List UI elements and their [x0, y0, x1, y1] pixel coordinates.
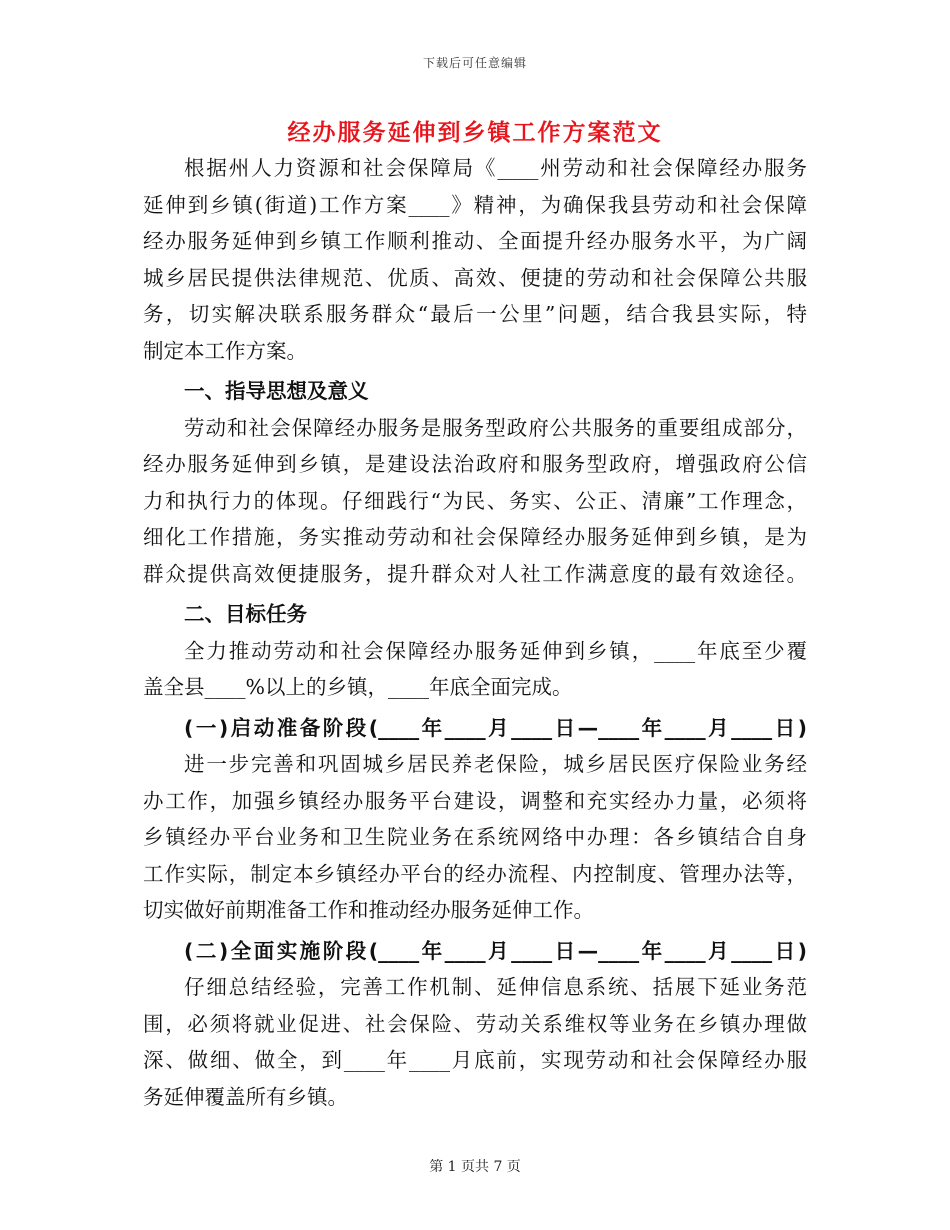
paragraph-line: 务延伸覆盖所有乡镇。	[143, 1084, 348, 1109]
paragraph-line: 切实做好前期准备工作和推动经办服务延伸工作。	[143, 898, 594, 922]
paragraph-line: 进一步完善和巩固城乡居民养老保险，城乡居民医疗保险业务经	[184, 752, 807, 776]
paragraph-line: 仔细总结经验，完善工作机制、延伸信息系统、括展下延业务范	[184, 975, 807, 999]
paragraph-line: 乡镇经办平台业务和卫生院业务在系统网络中办理：各乡镇结合自身	[143, 825, 807, 849]
paragraph-line: 办工作，加强乡镇经办服务平台建设，调整和充实经办力量，必须将	[143, 788, 807, 813]
paragraph-line: 根据州人力资源和社会保障局《____州劳动和社会保障经办服务	[184, 156, 807, 180]
paragraph-line: 围，必须将就业促进、社会保险、劳动关系维权等业务在乡镇办理做	[143, 1011, 807, 1036]
paragraph-line: 延伸到乡镇(街道)工作方案____》精神，为确保我县劳动和社会保障	[143, 192, 807, 217]
section-heading: (二)全面实施阶段(____年____月____日—____年____月____日)	[184, 938, 807, 963]
paragraph-line: 细化工作措施，务实推动劳动和社会保障经办服务延伸到乡镇，是为	[143, 525, 807, 549]
paragraph-line: 经办服务延伸到乡镇工作顺利推动、全面提升经办服务水平，为广阔	[143, 229, 807, 253]
paragraph-line: 群众提供高效便捷服务，提升群众对人社工作满意度的最有效途径。	[143, 561, 807, 586]
paragraph-line: 盖全县____%以上的乡镇，____年底全面完成。	[143, 675, 573, 699]
paragraph-line: 劳动和社会保障经办服务是服务型政府公共服务的重要组成部分，	[184, 415, 807, 440]
paragraph-line: 城乡居民提供法律规范、优质、高效、便捷的劳动和社会保障公共服	[143, 265, 807, 290]
page-footer: 第 1 页共 7 页	[429, 1159, 521, 1175]
paragraph-line: 制定本工作方案。	[143, 338, 307, 363]
section-heading: 一、指导思想及意义	[184, 379, 369, 403]
section-heading: (一)启动准备阶段(____年____月____日—____年____月____日)	[184, 715, 807, 740]
paragraph-line: 经办服务延伸到乡镇，是建设法治政府和服务型政府，增强政府公信	[143, 452, 807, 476]
paragraph-line: 务，切实解决联系服务群众“最后一公里”问题，结合我县实际，特	[143, 302, 807, 326]
paragraph-line: 工作实际，制定本乡镇经办平台的经办流程、内控制度、管理办法等，	[143, 861, 807, 886]
page-header-note: 下载后可任意编辑	[422, 56, 527, 70]
section-heading: 二、目标任务	[184, 602, 307, 626]
paragraph-line: 全力推动劳动和社会保障经办服务延伸到乡镇，____年底至少覆	[184, 638, 807, 663]
document-body	[143, 150, 807, 1115]
paragraph-line: 力和执行力的体现。仔细践行“为民、务实、公正、清廉”工作理念，	[143, 488, 807, 513]
document-title: 经办服务延伸到乡镇工作方案范文	[287, 119, 663, 146]
paragraph-line: 深、做细、做全，到____年____月底前，实现劳动和社会保障经办服	[143, 1048, 807, 1072]
